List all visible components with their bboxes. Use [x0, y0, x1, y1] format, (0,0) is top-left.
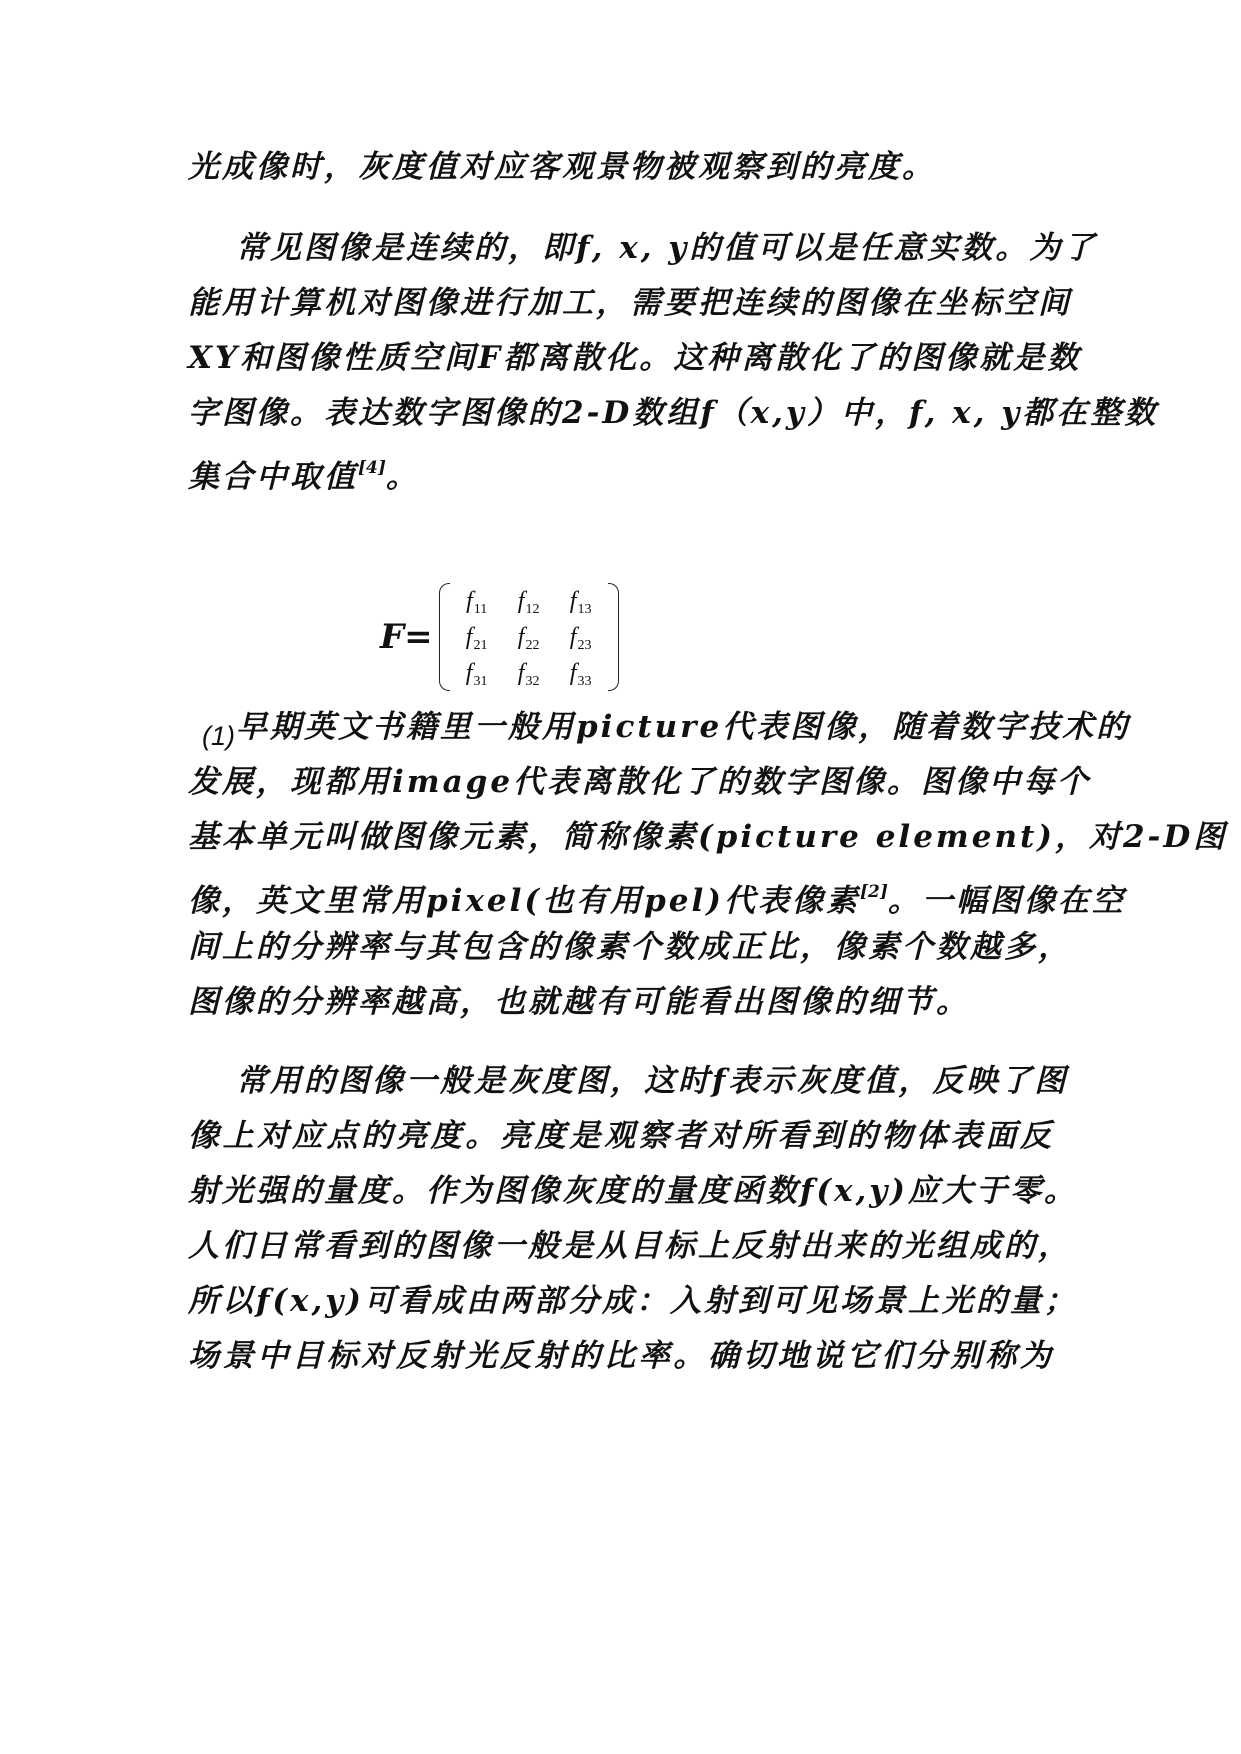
- matrix-entry-subscript: 32: [525, 674, 540, 689]
- text-line: [236, 228, 1098, 268]
- line-text: 常见图像是连续的，即f, x, y的值可以是任意实数。为了: [236, 230, 1098, 266]
- text-line: [188, 1171, 1078, 1211]
- matrix-entry-subscript: 12: [525, 602, 540, 617]
- line-text: 图像的分辨率越高，也就越有可能看出图像的细节。: [188, 984, 970, 1020]
- text-line: [188, 1226, 1072, 1266]
- line-text: 能用计算机对图像进行加工，需要把连续的图像在坐标空间: [188, 285, 1072, 321]
- text-line: [188, 762, 1092, 802]
- matrix-entry-symbol: f: [569, 588, 577, 614]
- matrix-entry: [503, 619, 555, 655]
- matrix-entry-subscript: 33: [577, 674, 592, 689]
- matrix-entry: [503, 655, 555, 691]
- text-line: [188, 872, 1126, 921]
- matrix-entry-symbol: f: [517, 624, 525, 650]
- text-line: [188, 1116, 1054, 1156]
- matrix-entry-symbol: f: [465, 624, 473, 650]
- line-text: 像，英文里常用pixel(也有用pel)代表像素: [188, 883, 860, 919]
- matrix-label: F=: [380, 617, 433, 657]
- text-line: [188, 982, 1054, 1022]
- line-text-tail: 。: [385, 459, 420, 495]
- line-text: 射光强的量度。作为图像灰度的量度函数f(x,y)应大于零。: [188, 1173, 1078, 1209]
- text-line: [188, 393, 1159, 433]
- text-line: [188, 927, 1072, 967]
- line-text: 字图像。表达数字图像的2-D数组f（x,y）中，f, x, y都在整数: [188, 395, 1159, 431]
- matrix-entry-subscript: 21: [473, 638, 488, 653]
- matrix-entry-subscript: 31: [473, 674, 488, 689]
- line-text: 光成像时，灰度值对应客观景物被观察到的亮度。: [188, 149, 936, 185]
- line-text: 早期英文书籍里一般用picture代表图像，随着数字技术的: [236, 709, 1131, 745]
- text-line: [188, 1281, 1078, 1321]
- matrix-entry-subscript: 22: [525, 638, 540, 653]
- text-line: [236, 707, 1131, 747]
- text-line: [188, 283, 1072, 323]
- line-text: 间上的分辨率与其包含的像素个数成正比，像素个数越多，: [188, 929, 1072, 965]
- line-text: 常用的图像一般是灰度图，这时f表示灰度值，反映了图: [236, 1063, 1069, 1099]
- line-text: 发展，现都用image代表离散化了的数字图像。图像中每个: [188, 764, 1092, 800]
- line-text: 所以f(x,y)可看成由两部分成：入射到可见场景上光的量；: [188, 1283, 1078, 1319]
- matrix-entry: [451, 583, 503, 619]
- text-line: [188, 448, 1054, 497]
- matrix-entry-subscript: 13: [577, 602, 592, 617]
- matrix-entry-symbol: f: [517, 660, 525, 686]
- line-text-tail: 。一幅图像在空: [887, 883, 1126, 919]
- matrix-entry: [451, 619, 503, 655]
- line-text: 场景中目标对反射光反射的比率。确切地说它们分别称为: [188, 1338, 1054, 1374]
- matrix-entry-symbol: f: [466, 588, 473, 614]
- line-text: XY和图像性质空间F都离散化。这种离散化了的图像就是数: [188, 340, 1082, 376]
- text-line: [236, 1061, 1069, 1101]
- matrix-entry: [503, 583, 555, 619]
- citation-superscript: [2]: [859, 882, 888, 902]
- text-line: [188, 1336, 1054, 1376]
- line-text: 像上对应点的亮度。亮度是观察者对所看到的物体表面反: [188, 1118, 1054, 1154]
- matrix-entry-symbol: f: [569, 624, 577, 650]
- line-text: 人们日常看到的图像一般是从目标上反射出来的光组成的，: [188, 1228, 1072, 1264]
- matrix-entry-symbol: f: [517, 588, 525, 614]
- matrix-entry: [555, 655, 607, 691]
- matrix-entry-symbol: f: [569, 660, 577, 686]
- text-line: [188, 817, 1228, 857]
- matrix-entry: [555, 583, 607, 619]
- text-line: [188, 338, 1082, 378]
- matrix-f: [439, 583, 619, 691]
- text-line: [188, 147, 1054, 187]
- matrix-entry-symbol: f: [465, 660, 473, 686]
- matrix-entry-subscript: 23: [577, 638, 592, 653]
- equation-number: (1): [202, 721, 235, 751]
- line-text: 集合中取值: [188, 459, 358, 495]
- matrix-entry: [555, 619, 607, 655]
- citation-superscript: [4]: [358, 458, 386, 478]
- matrix-equation: [380, 582, 619, 692]
- matrix-entry: [451, 655, 503, 691]
- matrix-entry-subscript: 11: [473, 602, 488, 617]
- line-text: 基本单元叫做图像元素，简称像素(picture element)，对2-D图: [188, 819, 1228, 855]
